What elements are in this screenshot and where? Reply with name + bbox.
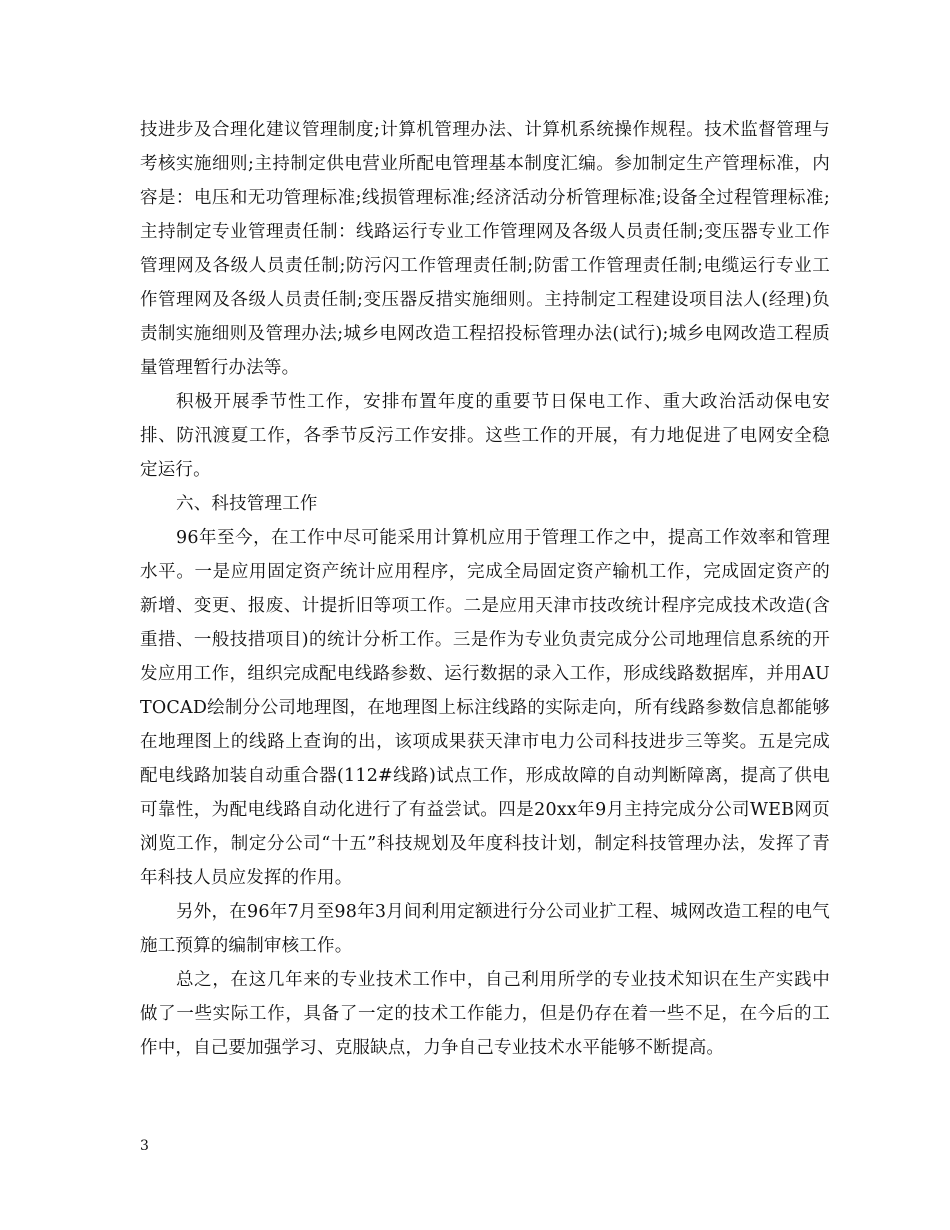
paragraph-3: 96年至今，在工作中尽可能采用计算机应用于管理工作之中，提高工作效率和管理水平。一是应用固定资产统计应用程序，完成全局固定资产输机工作，完成固定资产的新增、变更、报废、计提折旧等项工作。二是应用天津市技改统计程序完成技术改造(含重措、一般技措项目)的统计分析工作。三是作为专业负责完成分公司地理信息系统的开发应用工作，组织完成配电线路参数、运行数据的录入工作，形成线路数据库，并用AUTOCAD绘制分公司地理图，在地理图上标注线路的实际走向，所有线路参数信息都能够在地理图上的线路上查询的出，该项成果获天津市电力公司科技进步三等奖。五是完成配电线路加装自动重合器(112#线路)试点工作，形成故障的自动判断障离，提高了供电可靠性，为配电线路自动化进行了有益尝试。四是20xx年9月主持完成分公司WEB网页浏览工作，制定分公司“十五”科技规划及年度科技计划，制定科技管理办法，发挥了青年科技人员应发挥的作用。 (140, 528, 830, 888)
page-number: 3 (140, 1138, 149, 1154)
document-body (140, 113, 830, 1065)
paragraph-2: 积极开展季节性工作，安排布置年度的重要节日保电工作、重大政治活动保电安排、防汛渡夏工作，各季节反污工作安排。这些工作的开展，有力地促进了电网安全稳定运行。 (140, 392, 830, 480)
paragraph-5: 总之，在这几年来的专业技术工作中，自己利用所学的专业技术知识在生产实践中做了一些实际工作，具备了一定的技术工作能力，但是仍存在着一些不足，在今后的工作中，自己要加强学习、克服缺点，力争自己专业技术水平能够不断提高。 (140, 970, 830, 1058)
paragraph-4: 另外，在96年7月至98年3月间利用定额进行分公司业扩工程、城网改造工程的电气施工预算的编制审核工作。 (140, 902, 830, 956)
paragraph-1: 技进步及合理化建议管理制度;计算机管理办法、计算机系统操作规程。技术监督管理与考核实施细则;主持制定供电营业所配电管理基本制度汇编。参加制定生产管理标准，内容是：电压和无功管理标准;线损管理标准;经济活动分析管理标准;设备全过程管理标准;主持制定专业管理责任制：线路运行专业工作管理网及各级人员责任制;变压器专业工作管理网及各级人员责任制;防污闪工作管理责任制;防雷工作管理责任制;电缆运行专业工作管理网及各级人员责任制;变压器反措实施细则。主持制定工程建设项目法人(经理)负责制实施细则及管理办法;城乡电网改造工程招投标管理办法(试行);城乡电网改造工程质量管理暂行办法等。 (140, 120, 830, 378)
section-heading: 六、科技管理工作 (176, 494, 318, 514)
